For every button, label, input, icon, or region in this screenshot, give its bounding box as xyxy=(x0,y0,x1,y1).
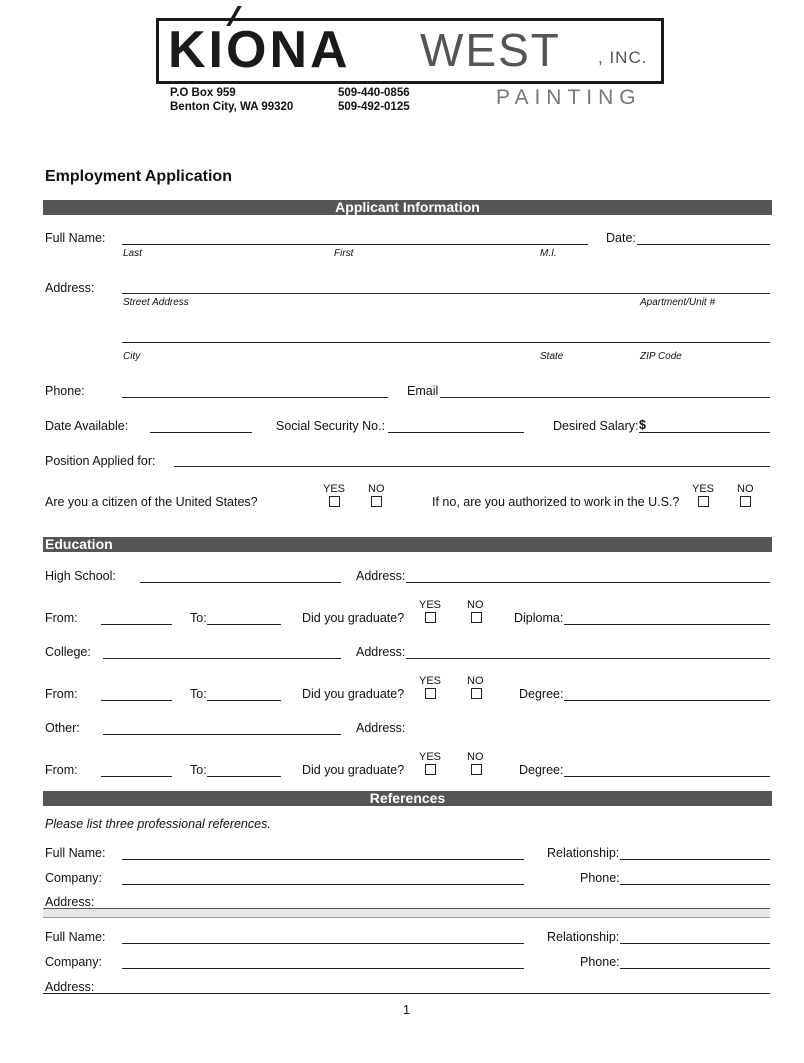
other-yes-checkbox[interactable] xyxy=(425,764,436,775)
college-degree-field[interactable] xyxy=(564,700,770,701)
other-address-label: Address: xyxy=(356,721,406,735)
other-from-label: From: xyxy=(45,763,78,777)
other-graduate-label: Did you graduate? xyxy=(302,763,405,777)
college-address-label: Address: xyxy=(356,645,406,659)
full-name-label: Full Name: xyxy=(45,231,106,245)
phone-label: Phone: xyxy=(45,384,85,398)
college-address-field[interactable] xyxy=(406,658,770,659)
hs-from-label: From: xyxy=(45,611,78,625)
authorized-question: If no, are you authorized to work in the U.S.? xyxy=(432,495,680,509)
references-instruction: Please list three professional references. xyxy=(45,817,271,831)
citizen-yes-checkbox[interactable] xyxy=(329,496,340,507)
date-field[interactable] xyxy=(637,244,770,245)
high-school-address-field[interactable] xyxy=(406,582,770,583)
ref1-company-label: Company: xyxy=(45,871,102,885)
ref2-address-field[interactable] xyxy=(43,993,770,994)
hs-graduate-label: Did you graduate? xyxy=(302,611,405,625)
date-available-field[interactable] xyxy=(150,432,252,433)
address-label: Address: xyxy=(45,281,95,295)
other-to-label: To: xyxy=(190,763,207,777)
other-degree-label: Degree: xyxy=(519,763,564,777)
college-label: College: xyxy=(45,645,91,659)
ref1-phone-label: Phone: xyxy=(580,871,620,885)
ref1-name-field[interactable] xyxy=(122,859,524,860)
ref2-phone-label: Phone: xyxy=(580,955,620,969)
phone-field[interactable] xyxy=(122,397,388,398)
mi-hint: M.I. xyxy=(540,248,557,259)
date-available-label: Date Available: xyxy=(45,419,129,433)
hs-from-field[interactable] xyxy=(101,624,172,625)
ssn-label: Social Security No.: xyxy=(276,419,386,433)
date-label: Date: xyxy=(606,231,636,245)
city-hint: City xyxy=(123,351,141,362)
citizen-no-checkbox[interactable] xyxy=(371,496,382,507)
page-number: 1 xyxy=(403,1003,410,1017)
hs-to-label: To: xyxy=(190,611,207,625)
full-name-field[interactable] xyxy=(122,244,588,245)
ref2-address-label: Address: xyxy=(45,980,95,994)
street-hint: Street Address xyxy=(123,297,189,308)
college-graduate-label: Did you graduate? xyxy=(302,687,405,701)
college-from-label: From: xyxy=(45,687,78,701)
college-to-field[interactable] xyxy=(207,700,281,701)
citizen-question: Are you a citizen of the United States? xyxy=(45,495,258,509)
ref1-company-field[interactable] xyxy=(122,884,524,885)
hs-no-label: NO xyxy=(467,599,484,611)
high-school-address-label: Address: xyxy=(356,569,406,583)
citizen-no-label: NO xyxy=(368,483,385,495)
college-no-checkbox[interactable] xyxy=(471,688,482,699)
ref1-relationship-field[interactable] xyxy=(620,859,770,860)
po-box: P.O Box 959 xyxy=(170,87,236,99)
other-degree-field[interactable] xyxy=(564,776,770,777)
last-hint: Last xyxy=(123,248,142,259)
college-yes-label: YES xyxy=(419,675,442,687)
ref2-phone-field[interactable] xyxy=(620,968,770,969)
apt-hint: Apartment/Unit # xyxy=(640,297,716,308)
other-to-field[interactable] xyxy=(207,776,281,777)
city-state-zip-field[interactable] xyxy=(122,342,770,343)
logo-inc: , INC. xyxy=(598,48,648,67)
diploma-field[interactable] xyxy=(564,624,770,625)
ref1-relationship-label: Relationship: xyxy=(547,846,620,860)
page-title: Employment Application xyxy=(45,168,232,185)
first-hint: First xyxy=(334,248,354,259)
salary-label: Desired Salary: xyxy=(553,419,639,433)
reference-divider xyxy=(43,909,770,918)
high-school-field[interactable] xyxy=(140,582,341,583)
hs-yes-checkbox[interactable] xyxy=(425,612,436,623)
logo-kiona: KIONA xyxy=(168,21,351,79)
high-school-label: High School: xyxy=(45,569,116,583)
other-no-label: NO xyxy=(467,751,484,763)
logo-west: WEST xyxy=(420,24,561,76)
diploma-label: Diploma: xyxy=(514,611,564,625)
other-field[interactable] xyxy=(103,734,341,735)
state-hint: State xyxy=(540,351,564,362)
hs-to-field[interactable] xyxy=(207,624,281,625)
section-applicant: Applicant Information xyxy=(43,200,772,215)
ref1-address-label: Address: xyxy=(45,895,95,909)
other-label: Other: xyxy=(45,721,80,735)
college-degree-label: Degree: xyxy=(519,687,564,701)
logo-painting: PAINTING xyxy=(496,86,642,109)
zip-hint: ZIP Code xyxy=(640,351,682,362)
college-field[interactable] xyxy=(103,658,341,659)
section-education xyxy=(43,537,772,552)
city-line: Benton City, WA 99320 xyxy=(170,101,294,113)
email-field[interactable] xyxy=(440,397,770,398)
authorized-yes-checkbox[interactable] xyxy=(698,496,709,507)
college-to-label: To: xyxy=(190,687,207,701)
phone-2: 509-492-0125 xyxy=(338,101,410,113)
position-field[interactable] xyxy=(174,466,770,467)
ref1-phone-field[interactable] xyxy=(620,884,770,885)
other-from-field[interactable] xyxy=(101,776,172,777)
ref2-relationship-label: Relationship: xyxy=(547,930,620,944)
section-references: References xyxy=(43,791,772,806)
other-no-checkbox[interactable] xyxy=(471,764,482,775)
college-from-field[interactable] xyxy=(101,700,172,701)
ssn-field[interactable] xyxy=(388,432,524,433)
college-yes-checkbox[interactable] xyxy=(425,688,436,699)
salary-symbol: $ xyxy=(639,418,646,432)
ref2-company-label: Company: xyxy=(45,955,102,969)
ref2-company-field[interactable] xyxy=(122,968,524,969)
hs-yes-label: YES xyxy=(419,599,442,611)
citizen-yes-label: YES xyxy=(323,483,346,495)
salary-field[interactable] xyxy=(639,432,770,433)
authorized-yes-label: YES xyxy=(692,483,715,495)
ref1-name-label: Full Name: xyxy=(45,846,106,860)
phone-1: 509-440-0856 xyxy=(338,87,410,99)
ref2-name-label: Full Name: xyxy=(45,930,106,944)
other-yes-label: YES xyxy=(419,751,442,763)
position-label: Position Applied for: xyxy=(45,454,156,468)
authorized-no-checkbox[interactable] xyxy=(740,496,751,507)
hs-no-checkbox[interactable] xyxy=(471,612,482,623)
education-title: Education xyxy=(45,536,113,552)
email-label: Email xyxy=(407,384,439,398)
college-no-label: NO xyxy=(467,675,484,687)
street-address-field[interactable] xyxy=(122,293,770,294)
ref2-name-field[interactable] xyxy=(122,943,524,944)
authorized-no-label: NO xyxy=(737,483,754,495)
ref2-relationship-field[interactable] xyxy=(620,943,770,944)
